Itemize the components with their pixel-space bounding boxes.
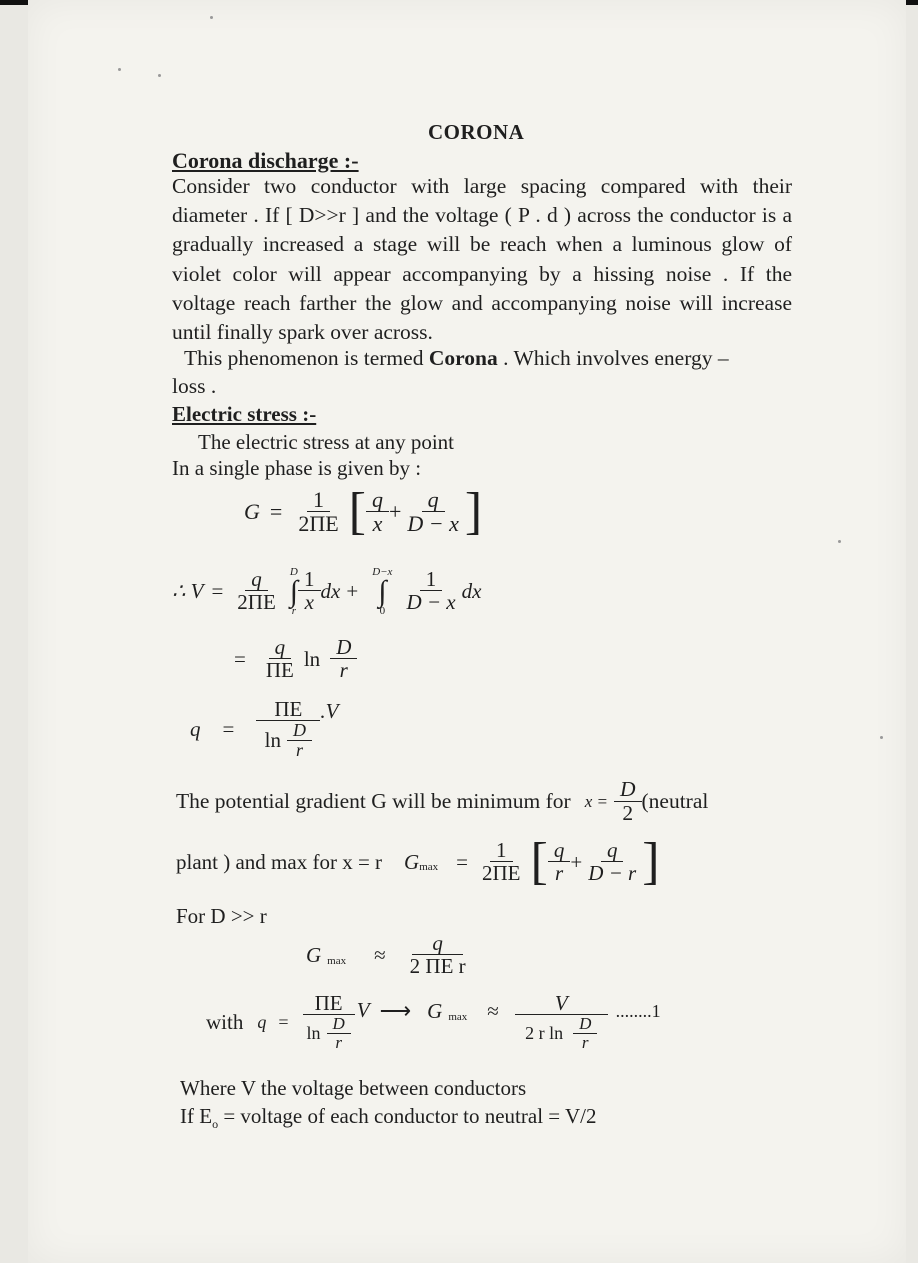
numerator: q [269, 636, 292, 659]
if-text: If E [180, 1104, 213, 1128]
lower-limit: 0 [379, 605, 386, 617]
eq-equals: = [211, 579, 224, 603]
frac-1-over-2pie [476, 839, 527, 885]
scan-speck [880, 736, 883, 739]
denominator: 2ΠE [237, 590, 276, 615]
with-label: with [206, 1009, 244, 1034]
denominator: r [296, 739, 304, 760]
frac-q-over-x [366, 488, 389, 536]
denominator: D − x [406, 590, 456, 615]
phenomenon-text-end: . Which involves energy – [497, 346, 729, 370]
corona-paragraph: Consider two conductor with large spacing compared with their diameter . If [ D>>r ] and the voltage ( P . d ) across the conductor is a gradually increased a stage will be reach when a luminous glow of violet color will appear accompanying by a hissing noise . If the voltage reach farther the glow and accompanying noise will increase until finally spark over across. [172, 174, 792, 345]
numerator: ΠE [303, 992, 355, 1015]
approx-sign: ≈ [487, 998, 499, 1023]
scan-speck [158, 74, 161, 77]
denominator: 2 [622, 800, 634, 825]
equation-voltage-integral [172, 566, 481, 617]
equation-charge [190, 698, 338, 761]
v-symbol: V [356, 997, 370, 1022]
frac-1-over-d-minus-x [400, 568, 461, 614]
upper-limit: D [289, 566, 298, 578]
g-symbol: G [427, 998, 443, 1023]
max-subscript: max [419, 861, 439, 873]
numerator: q [601, 839, 624, 862]
eq-equals: = [456, 849, 469, 874]
numerator: D [327, 1015, 351, 1034]
right-bracket: ] [464, 483, 483, 540]
g-symbol: G [404, 849, 420, 874]
if-text-end: = voltage of each conductor to neutral = V/2 [218, 1104, 597, 1128]
integral-2 [372, 566, 392, 617]
scan-speck [118, 68, 121, 71]
subscript-o: o [212, 1117, 219, 1132]
denominator: r [339, 658, 348, 683]
numerator: D [287, 721, 312, 741]
two-r-ln: 2 r ln [525, 1022, 564, 1043]
arrow-icon: ⟶ [379, 998, 412, 1024]
equation-gradient [244, 483, 483, 540]
eq-G: G [244, 499, 260, 524]
frac-pie-over-ln [301, 992, 357, 1053]
phenomenon-text: This phenomenon is termed [184, 346, 429, 370]
denominator [301, 1015, 357, 1053]
dx: dx [320, 579, 341, 603]
lower-limit: r [291, 605, 297, 617]
max-subscript: max [327, 955, 347, 968]
left-bracket: [ [530, 833, 548, 890]
frac-1-over-x [298, 568, 321, 614]
dx: dx [461, 579, 482, 603]
numerator: 1 [490, 839, 513, 862]
corona-phenomenon-line [184, 346, 729, 371]
plus-sign: + [346, 579, 359, 603]
eq-q: q [257, 1011, 267, 1032]
frac-d-over-r [573, 1015, 597, 1053]
eq-equals: = [222, 716, 235, 741]
denominator: r [335, 1032, 342, 1052]
frac-d-over-r [327, 1015, 351, 1053]
dot-v: .V [320, 698, 339, 723]
denominator: 2 ΠE r [409, 954, 466, 979]
numerator: 1 [420, 568, 443, 591]
frac-pie-over-ln [256, 698, 320, 761]
numerator: q [548, 839, 571, 862]
frac-d-over-r [287, 721, 312, 761]
frac-v-over-2rln [515, 992, 608, 1053]
denominator: 2ΠE [298, 510, 339, 536]
denominator [259, 721, 318, 761]
eq-equals: = [234, 646, 246, 671]
eq-equals: = [269, 499, 283, 524]
plus-sign: + [570, 849, 583, 874]
numerator: D [330, 636, 357, 659]
ln-label: ln [303, 646, 321, 671]
denominator: x [372, 510, 383, 536]
numerator: q [366, 488, 389, 512]
integral-sign: ∫ [289, 575, 299, 608]
equation-with-q [206, 992, 661, 1053]
denominator [519, 1015, 603, 1053]
if-line [180, 1104, 597, 1132]
left-bracket: [ [348, 483, 366, 540]
equation-gmax-approx [306, 932, 472, 978]
denominator: x [304, 590, 314, 615]
frac-1-over-2pie [292, 488, 344, 536]
scan-speck [210, 16, 213, 19]
upper-limit: D−x [372, 566, 393, 578]
frac-q-over-2pier [404, 932, 472, 978]
numerator: V [515, 992, 608, 1015]
denominator: ΠE [265, 658, 294, 683]
denominator: r [581, 1032, 589, 1052]
frac-q-over-d-minus-r [582, 839, 642, 885]
integral-sign: ∫ [378, 575, 387, 608]
numerator: D [614, 778, 642, 802]
electric-stress-heading: Electric stress :- [172, 402, 317, 426]
eq-q: q [190, 716, 201, 741]
eq-equals: = [278, 1011, 289, 1032]
numerator: q [412, 932, 463, 955]
stress-line-1: The electric stress at any point [198, 430, 454, 454]
ln-label: ln [306, 1022, 321, 1043]
denominator: D − r [588, 860, 637, 885]
x-equals: x = [584, 791, 608, 811]
numerator: D [573, 1015, 597, 1034]
gradient-min-line [176, 778, 708, 825]
frac-d-over-2 [614, 778, 642, 825]
energy-loss-line: loss . [172, 374, 217, 398]
ln-label: ln [264, 728, 282, 753]
where-line: Where V the voltage between conductors [180, 1076, 527, 1100]
g-symbol: G [306, 942, 322, 967]
frac-q-over-d-minus-x [401, 488, 465, 536]
frac-q-over-2pie [231, 568, 282, 614]
numerator: 1 [298, 568, 321, 591]
denominator: r [555, 860, 564, 885]
page-title: CORONA [428, 120, 525, 144]
equation-number: ........1 [615, 1000, 661, 1021]
denominator: 2ΠE [482, 860, 521, 885]
approx-sign: ≈ [374, 942, 386, 967]
corona-discharge-heading: Corona discharge :- [172, 148, 359, 173]
numerator: q [422, 488, 445, 512]
plant-text: plant ) and max for x = r [176, 849, 383, 874]
for-d-much-greater-r: For D >> r [176, 904, 267, 928]
numerator: ΠE [256, 698, 320, 721]
numerator: 1 [307, 488, 330, 512]
right-bracket: ] [642, 833, 660, 890]
frac-q-over-pie [260, 636, 300, 682]
stress-line-2: In a single phase is given by : [172, 456, 422, 480]
equation-voltage-result [234, 636, 357, 682]
denominator: D − x [407, 510, 459, 536]
max-subscript: max [448, 1011, 468, 1024]
neutral-text: (neutral [641, 789, 709, 814]
gradient-text: The potential gradient G will be minimum for [176, 789, 571, 814]
frac-q-over-r [548, 839, 571, 885]
plant-max-line [176, 833, 660, 890]
plus-sign: + [388, 499, 402, 524]
frac-d-over-r [330, 636, 357, 682]
integral-1 [290, 566, 298, 617]
corona-term: Corona [428, 346, 498, 370]
numerator: q [245, 568, 268, 591]
therefore-v: ∴ V [172, 579, 204, 603]
scan-speck [838, 540, 841, 543]
